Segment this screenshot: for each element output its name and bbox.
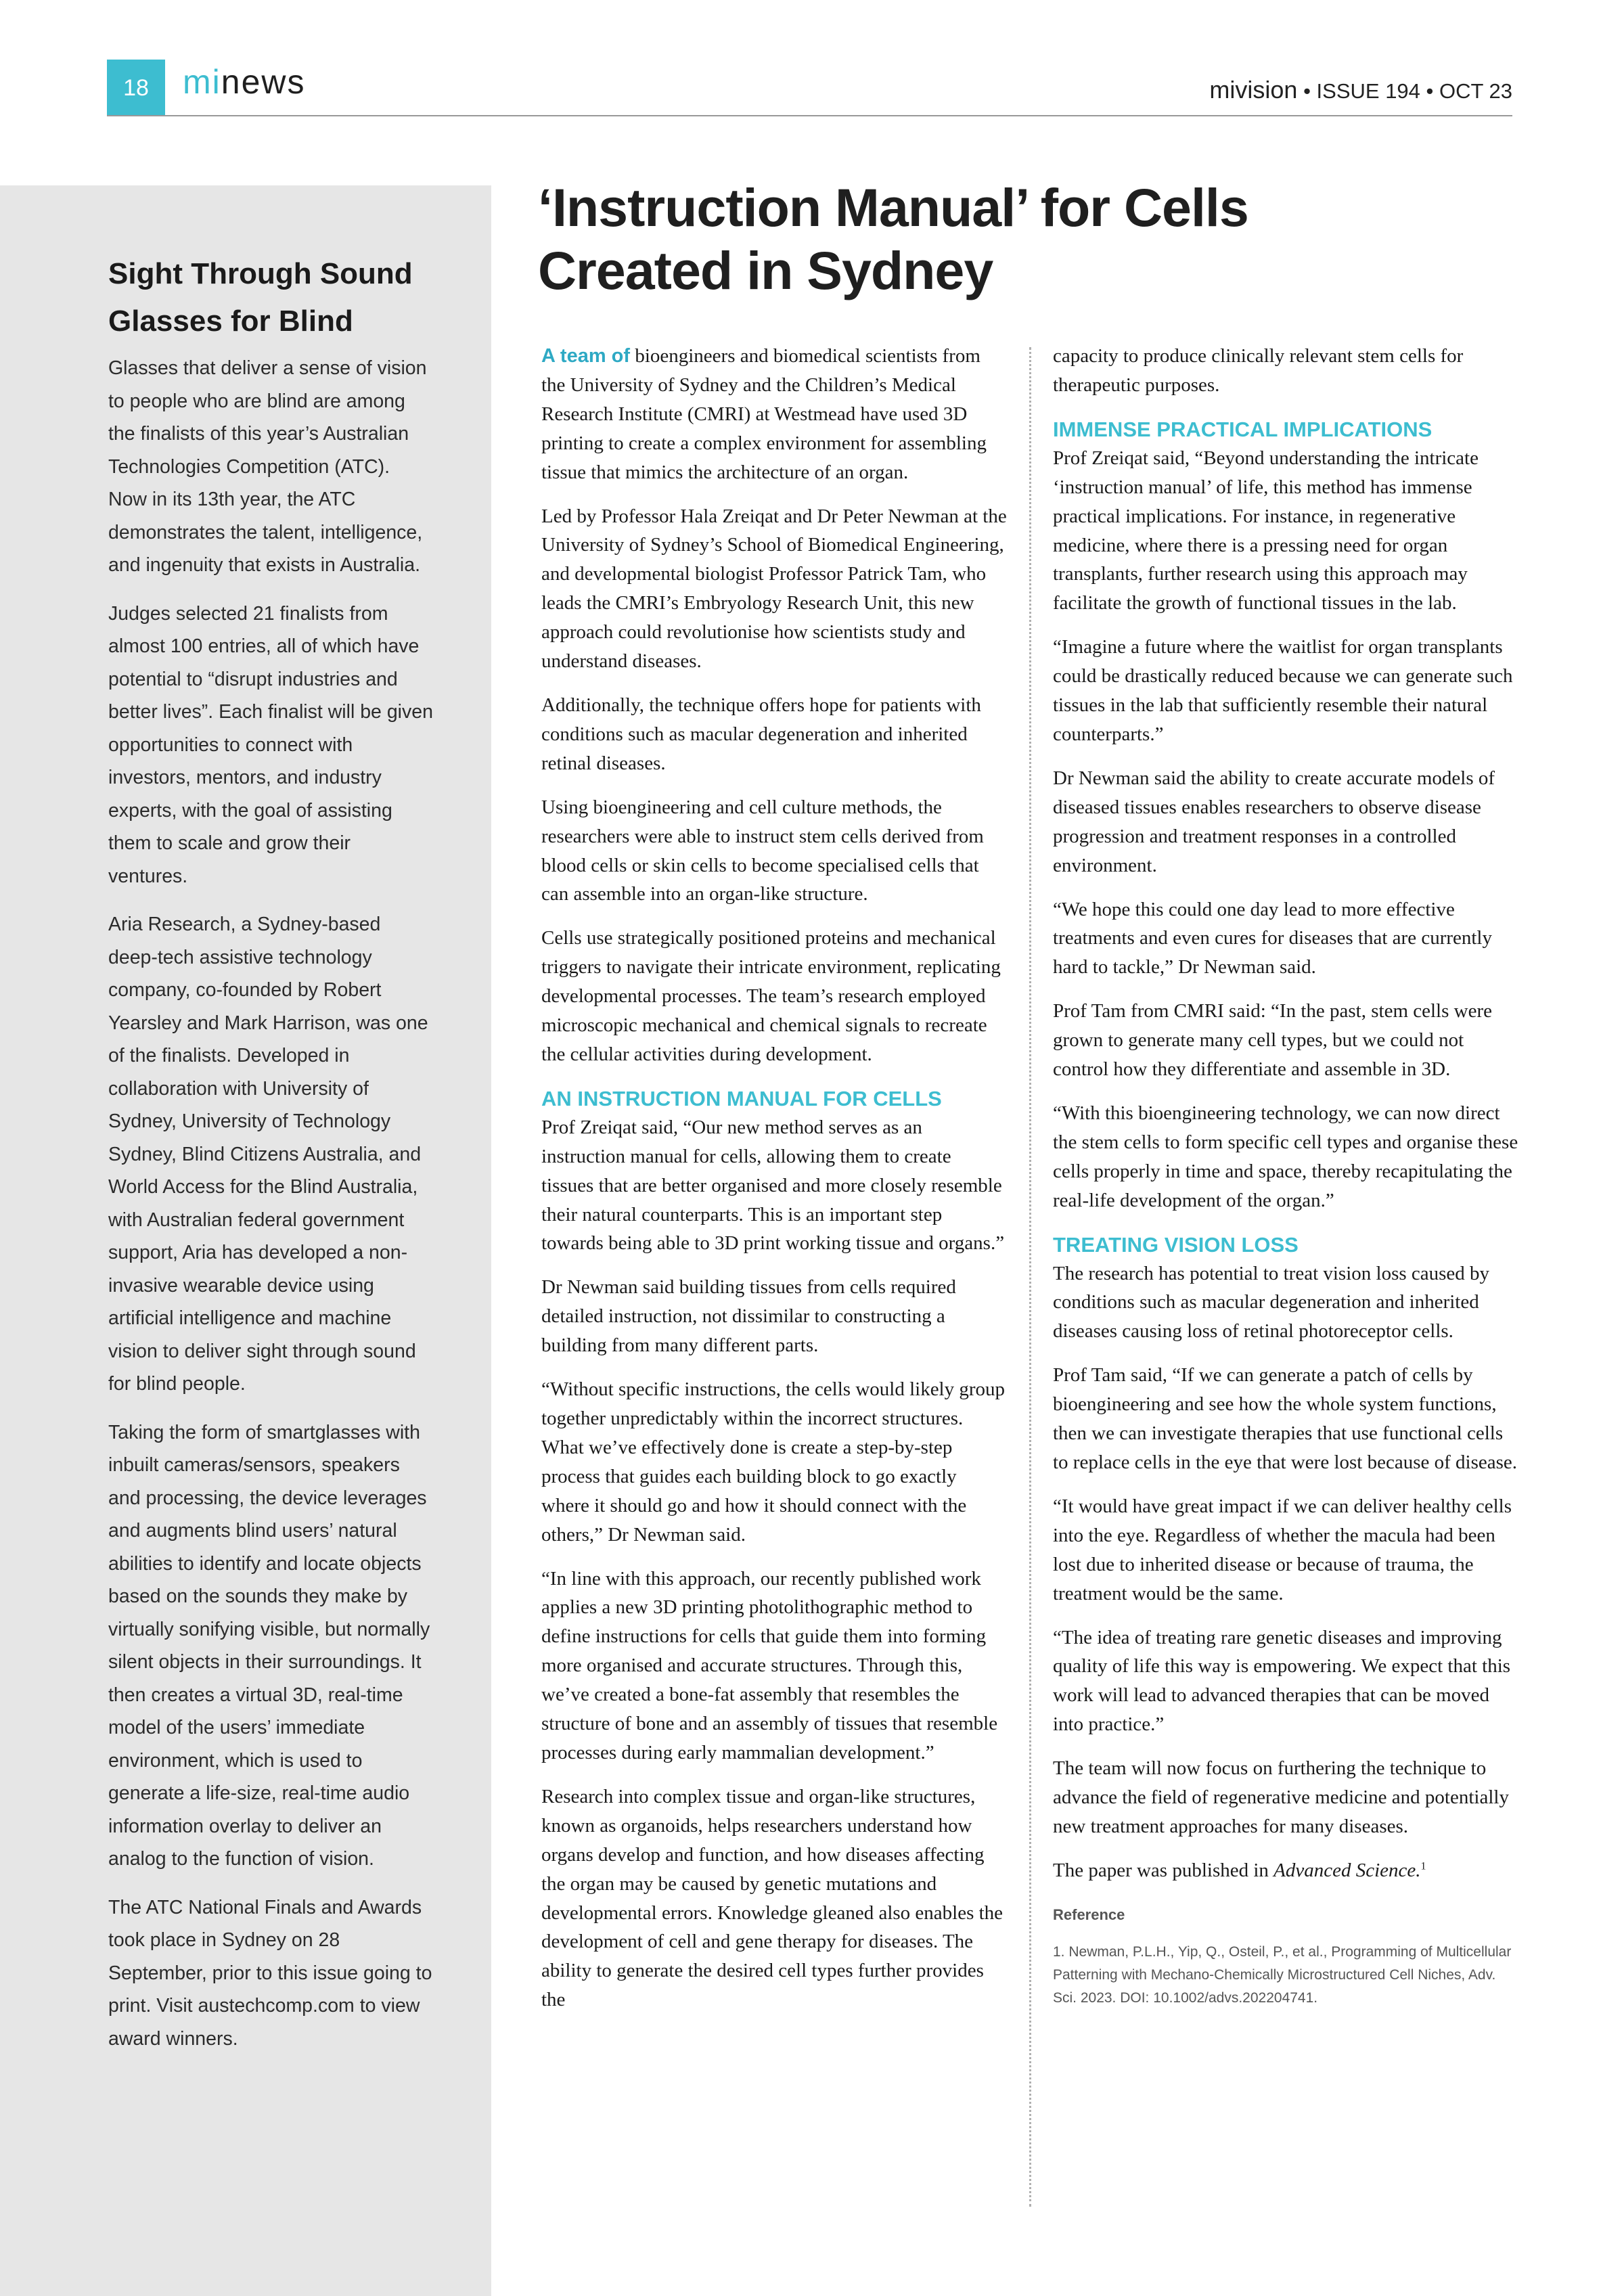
article-paragraph: The team will now focus on furthering the technique to advance the field of regenerative medicine and potentially new treatment approaches for many diseases. xyxy=(1053,1757,1509,1837)
lead-in: A team of xyxy=(541,345,631,367)
article-paragraph: Led by Professor Hala Zreiqat and Dr Peter Newman at the University of Sydney’s School of Biomedical Engineering, and developmental biologist Professor Patrick Tam, who leads the CMRI’s Embryology Research Unit, this new approach could revolutionise how scientists study and understand diseases. xyxy=(541,505,1007,673)
article-paragraph: “Imagine a future where the waitlist for organ transplants could be drastically reduced because we can generate such tissues in the lab that sufficiently resemble their natural counterparts.” xyxy=(1053,636,1513,745)
sidebar-paragraph: Aria Research, a Sydney-based deep-tech assistive technology company, co-founded by Robert Yearsley and Mark Harrison, was one of the finalists. Developed in collaboration with University of Sydney, University of Technology Sydney, Blind Citizens Australia, and World Access for the Blind Australia, with Australian federal government support, Aria has developed a non-invasive wearable device using artificial intelligence and machine vision to deliver sight through sound for blind people. xyxy=(108,914,428,1395)
headline-line: Created in Sydney xyxy=(538,240,993,300)
reference-text: 1. Newman, P.L.H., Yip, Q., Osteil, P., et al., Programming of Multicellular Patterning with Mechano-Chemically Microstructured Cell Niches, Adv. Sci. 2023. DOI: 10.1002/advs.202204741. xyxy=(1053,1943,1512,2006)
article-paragraph xyxy=(1053,1856,1520,1885)
article-paragraph: Using bioengineering and cell culture methods, the researchers were able to instruct stem cells derived from blood cells or skin cells to become specialised cells that can assemble into an organ-like structure. xyxy=(541,796,984,905)
article-paragraph: The research has potential to treat vision loss caused by conditions such as macular degeneration and inherited diseases causing loss of retinal photoreceptor cells. xyxy=(1053,1262,1490,1343)
subheading: TREATING VISION LOSS xyxy=(1053,1232,1299,1257)
article-paragraph: Additionally, the technique offers hope for patients with conditions such as macular degeneration and inherited retinal diseases. xyxy=(541,694,981,774)
sidebar-paragraph: Glasses that deliver a sense of vision to people who are blind are among the finalists of this year’s Australian Technologies Competition (ATC). Now in its 13th year, the ATC demonstrates the talent, intelligence, and ingenuity that exists in Australia. xyxy=(108,357,427,576)
section-brand xyxy=(183,62,306,102)
column-divider xyxy=(1029,347,1031,2207)
article-paragraph: Cells use strategically positioned proteins and mechanical triggers to navigate their intricate environment, replicating developmental processes. The team’s research employed microscopic mechanical and chemical signals to recreate the cellular activities during development. xyxy=(541,927,1001,1065)
sidebar-title-line: Sight Through Sound xyxy=(108,257,413,290)
headline-line: ‘Instruction Manual’ for Cells xyxy=(538,177,1248,238)
issue-info xyxy=(1209,76,1512,104)
article-paragraph: Prof Tam from CMRI said: “In the past, stem cells were grown to generate many cell types, but we could not control how they differentiate and assemble in 3D. xyxy=(1053,1000,1492,1081)
subheading: IMMENSE PRACTICAL IMPLICATIONS xyxy=(1053,417,1433,441)
article-paragraph: Dr Newman said the ability to create accurate models of diseased tissues enables researchers to observe disease progression and treatment responses in a controlled environment. xyxy=(1053,767,1495,876)
journal-name: Advanced Science. xyxy=(1273,1859,1421,1881)
article-paragraph xyxy=(541,342,1008,487)
paragraph-text: bioengineers and biomedical scientists from the University of Sydney and the Children’s Medical Research Institute (CMRI) at Westmead have used 3D printing to create a complex environment for assembling tissue that mimics the architecture of an organ. xyxy=(541,345,987,483)
article-paragraph: Prof Zreiqat said, “Our new method serves as an instruction manual for cells, allowing them to create tissues that are better organised and more closely resemble their natural counterparts. This is an important step towards being able to 3D print working tissue and organs.” xyxy=(541,1116,1005,1255)
issue-separator: • xyxy=(1297,79,1317,103)
page-number-text: 18 xyxy=(123,74,149,101)
article-paragraph: Prof Tam said, “If we can generate a patch of cells by bioengineering and see how the whole system functions, then we can investigate therapies that use functional cells to replace cells in the eye that were lost because of disease. xyxy=(1053,1364,1518,1473)
article-column-1 xyxy=(541,342,1008,2029)
sidebar-paragraph: Judges selected 21 finalists from almost 100 entries, all of which have potential to “disrupt industries and better lives”. Each finalist will be given opportunities to connect with investors, mentors, and industry experts, with the goal of assisting them to scale and grow their ventures. xyxy=(108,602,433,887)
article-paragraph: “The idea of treating rare genetic diseases and improving quality of life this way is empowering. We expect that this work will lead to advanced therapies that can be moved into practice.” xyxy=(1053,1626,1511,1736)
issue-date: OCT 23 xyxy=(1439,79,1512,103)
brand-news: news xyxy=(221,63,306,101)
article-column-2 xyxy=(1053,342,1520,2025)
article-paragraph: “Without specific instructions, the cells would likely group together unpredictably within the incorrect structures. What we’ve effectively done is create a step-by-step process that guides each building block to go exactly where it should go and how it should connect with the others,” Dr Newman said. xyxy=(541,1378,1006,1546)
article-paragraph: capacity to produce clinically relevant stem cells for therapeutic purposes. xyxy=(1053,345,1464,396)
reference-title: Reference xyxy=(1053,1906,1125,1923)
sidebar-title-line: Glasses for Blind xyxy=(108,305,353,338)
page-number xyxy=(107,60,165,116)
footnote-marker: 1 xyxy=(1420,1860,1426,1872)
issue-separator: • xyxy=(1420,79,1440,103)
article-paragraph: “It would have great impact if we can deliver healthy cells into the eye. Regardless of whether the macula had been lost due to inherited disease or because of trauma, the treatment would be the same. xyxy=(1053,1495,1512,1604)
article-paragraph: “We hope this could one day lead to more effective treatments and even cures for diseases that are currently hard to tackle,” Dr Newman said. xyxy=(1053,898,1492,978)
issue-number: ISSUE 194 xyxy=(1316,79,1420,103)
magazine-name: mivision xyxy=(1209,76,1298,104)
sidebar-paragraph: Taking the form of smartglasses with inbuilt cameras/sensors, speakers and processing, the device leverages and augments blind users’ natural abilities to identify and locate objects based on the sounds they make by virtually sonifying visible, but normally silent objects in their surroundings. It then creates a virtual 3D, real-time model of the users’ immediate environment, which is used to generate a life-size, real-time audio information overlay to deliver an analog to the function of vision. xyxy=(108,1421,430,1870)
article-paragraph: “With this bioengineering technology, we can now direct the stem cells to form specific cell types and organise these cells properly in time and space, thereby recapitulating the real-life development of the organ.” xyxy=(1053,1102,1518,1211)
article-paragraph: “In line with this approach, our recently published work applies a new 3D printing photolithographic method to define instructions for cells that guide them into forming more organised and accurate structures. Through this, we’ve created a bone-fat assembly that resembles the structure of bone and an assembly of tissues that resemble processes during early mammalian development.” xyxy=(541,1567,998,1763)
sidebar-title xyxy=(108,250,447,345)
reference-block xyxy=(1053,1904,1520,2010)
article-headline xyxy=(538,176,1485,302)
subheading: AN INSTRUCTION MANUAL FOR CELLS xyxy=(541,1086,942,1110)
sidebar-body xyxy=(108,352,433,2071)
paragraph-text: The paper was published in xyxy=(1053,1859,1274,1881)
article-paragraph: Dr Newman said building tissues from cells required detailed instruction, not dissimilar to constructing a building from many different parts. xyxy=(541,1276,956,1357)
brand-mi: mi xyxy=(183,63,221,101)
article-paragraph: Research into complex tissue and organ-like structures, known as organoids, helps researchers understand how organs develop and function, and how diseases affecting the organ may be caused by genetic mutations and developmental errors. Knowledge gleaned also enables the development of cell and gene therapy for diseases. The ability to generate the desired cell types further provides the xyxy=(541,1785,1003,2011)
article-paragraph: Prof Zreiqat said, “Beyond understanding the intricate ‘instruction manual’ of life, this method has immense practical implications. For instance, in regenerative medicine, where there is a pressing need for organ transplants, further research using this approach may facilitate the growth of functional tissues in the lab. xyxy=(1053,447,1479,614)
sidebar-paragraph: The ATC National Finals and Awards took place in Sydney on 28 September, prior to this issue going to print. Visit austechcomp.com to view award winners. xyxy=(108,1896,432,2050)
header-rule xyxy=(107,115,1512,116)
